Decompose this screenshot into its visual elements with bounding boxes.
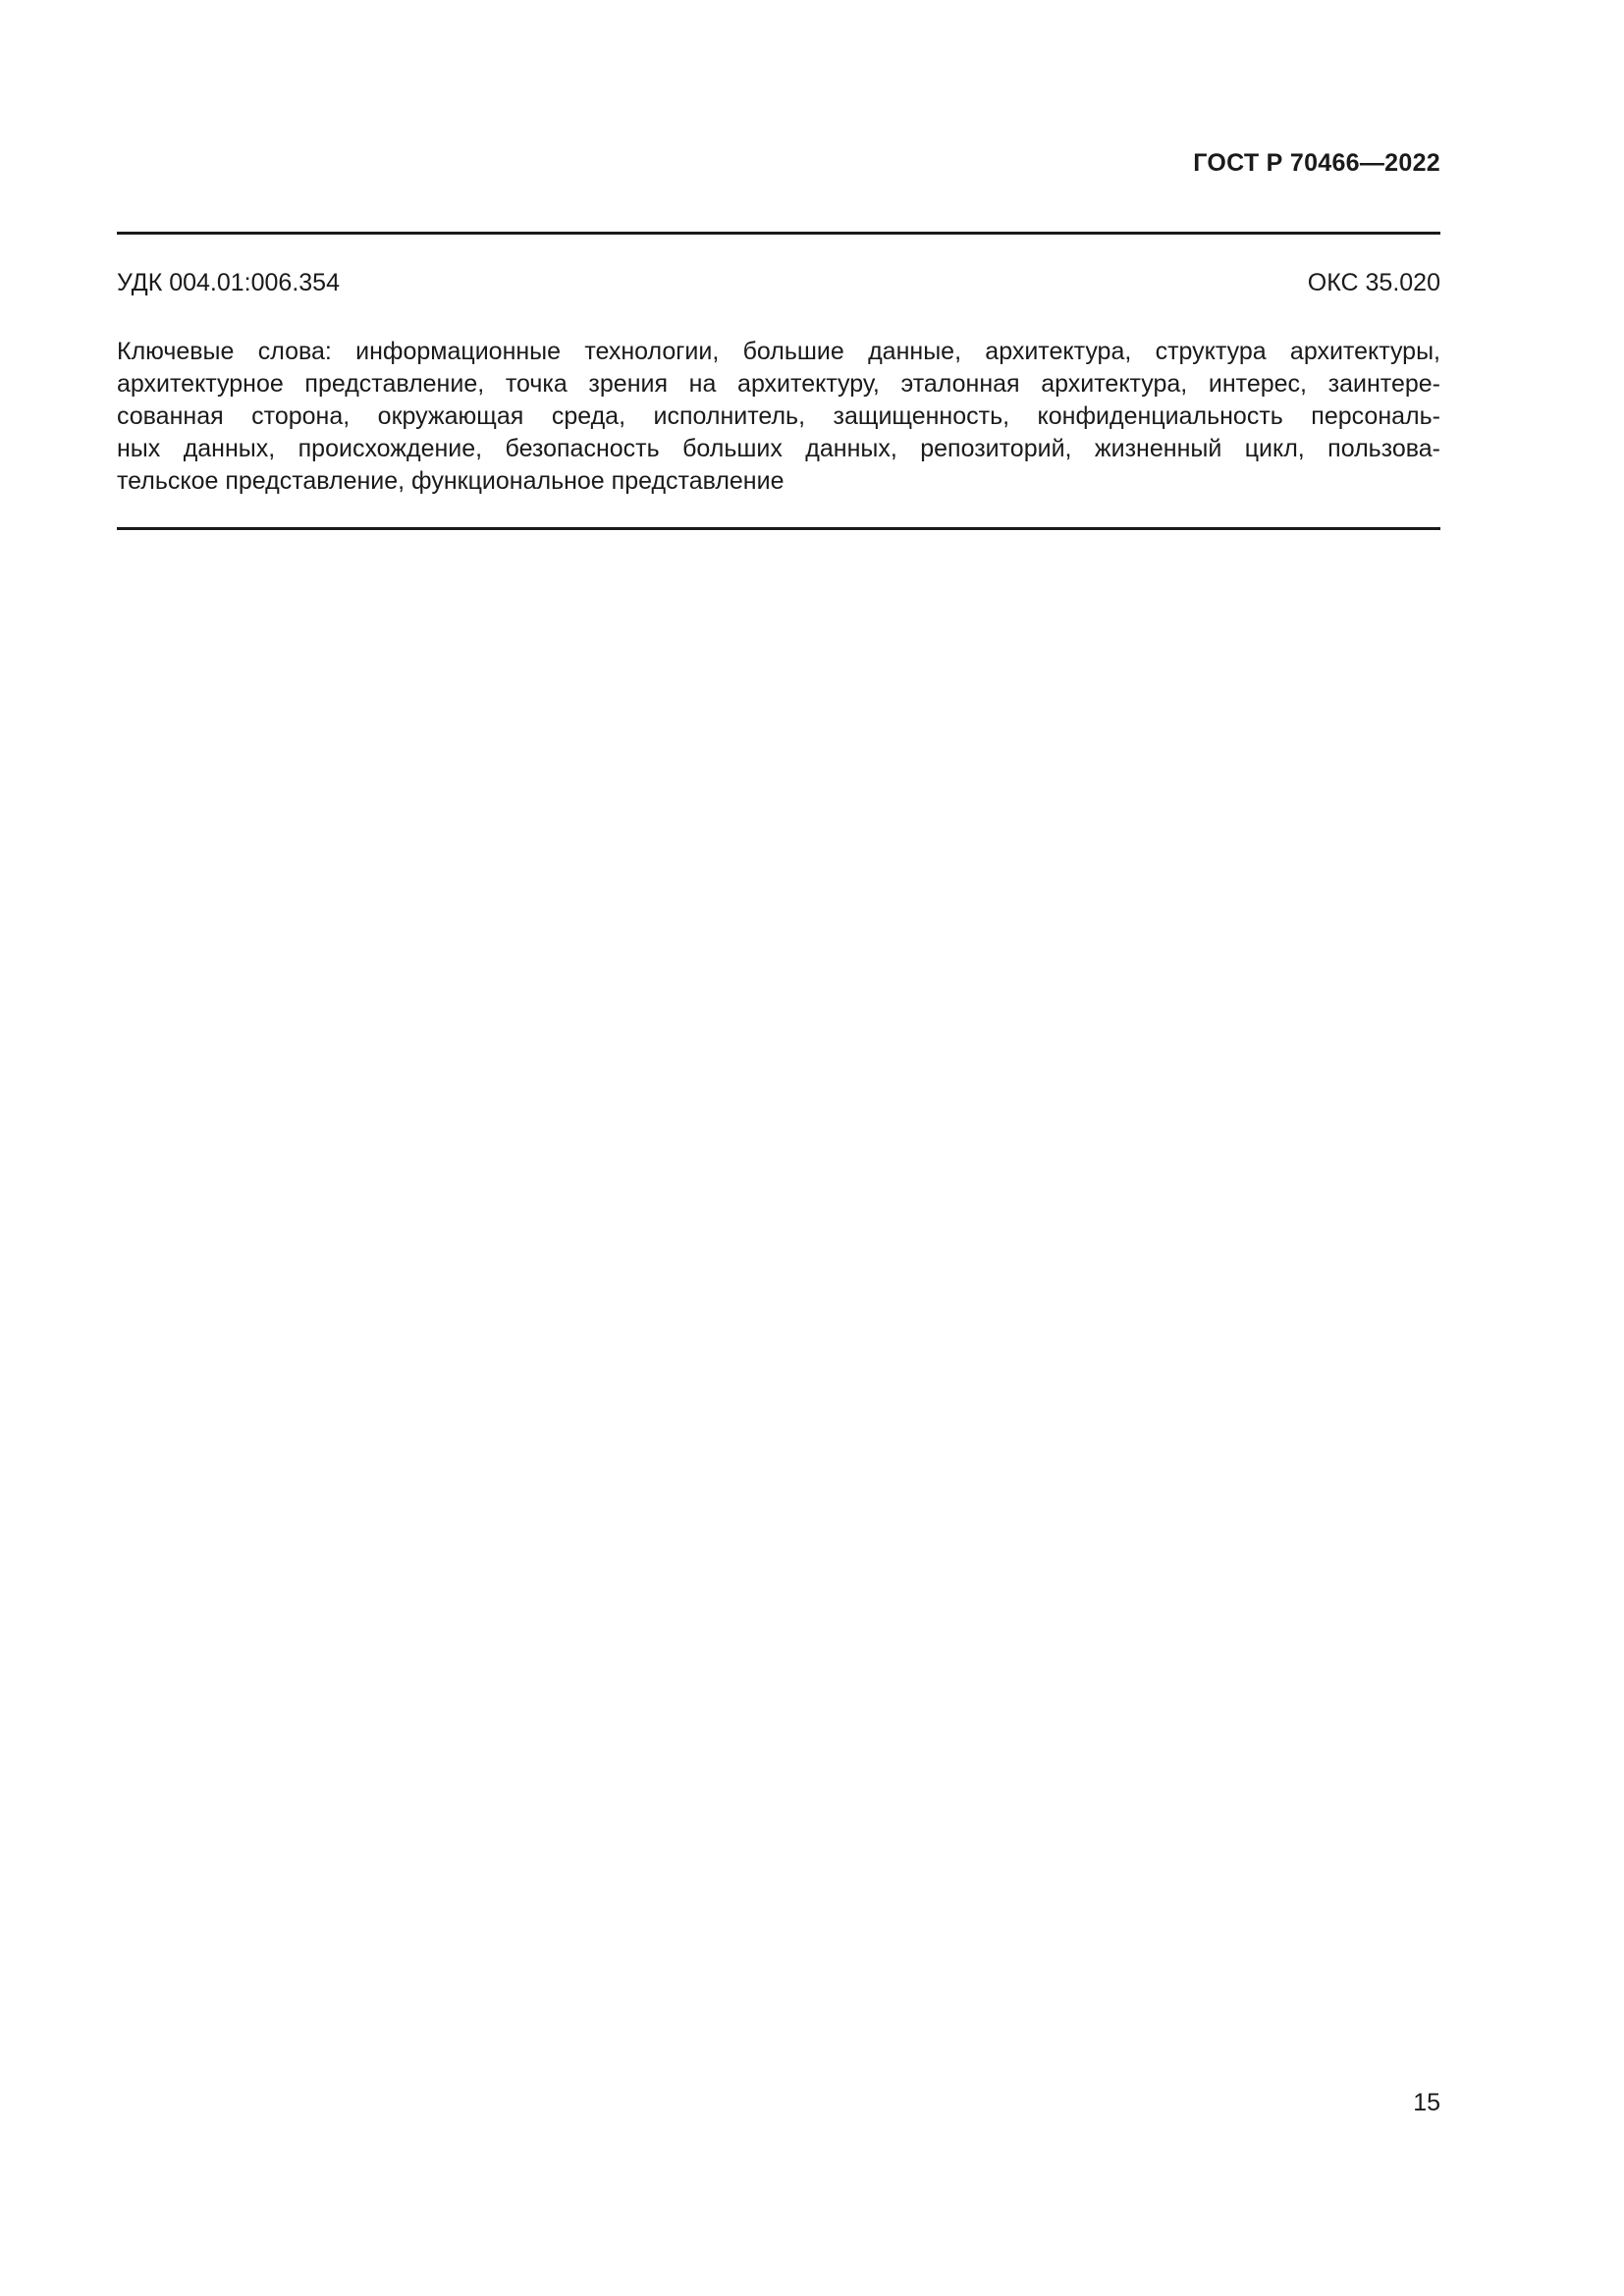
keywords-line: Ключевые слова: информационные технологии, большие данные, архитектура, структура архитектуры,	[117, 338, 1440, 365]
keywords-line: ных данных, происхождение, безопасность больших данных, репозиторий, жизненный цикл, пользова-	[117, 435, 1440, 462]
bottom-divider	[117, 527, 1440, 530]
oks-code: ОКС 35.020	[1307, 269, 1440, 296]
page-number: 15	[1413, 2089, 1440, 2116]
keywords-paragraph	[117, 336, 1440, 498]
document-code: ГОСТ Р 70466—2022	[1193, 149, 1440, 177]
keywords-line: сованная сторона, окружающая среда, исполнитель, защищенность, конфиденциальность персональ-	[117, 402, 1440, 430]
classification-row	[117, 267, 1440, 298]
top-divider	[117, 232, 1440, 235]
keywords-line: тельское представление, функциональное представление	[117, 467, 785, 495]
keywords-line: архитектурное представление, точка зрения на архитектуру, эталонная архитектура, интерес, заинтере-	[117, 370, 1440, 398]
udc-code: УДК 004.01:006.354	[117, 269, 340, 296]
